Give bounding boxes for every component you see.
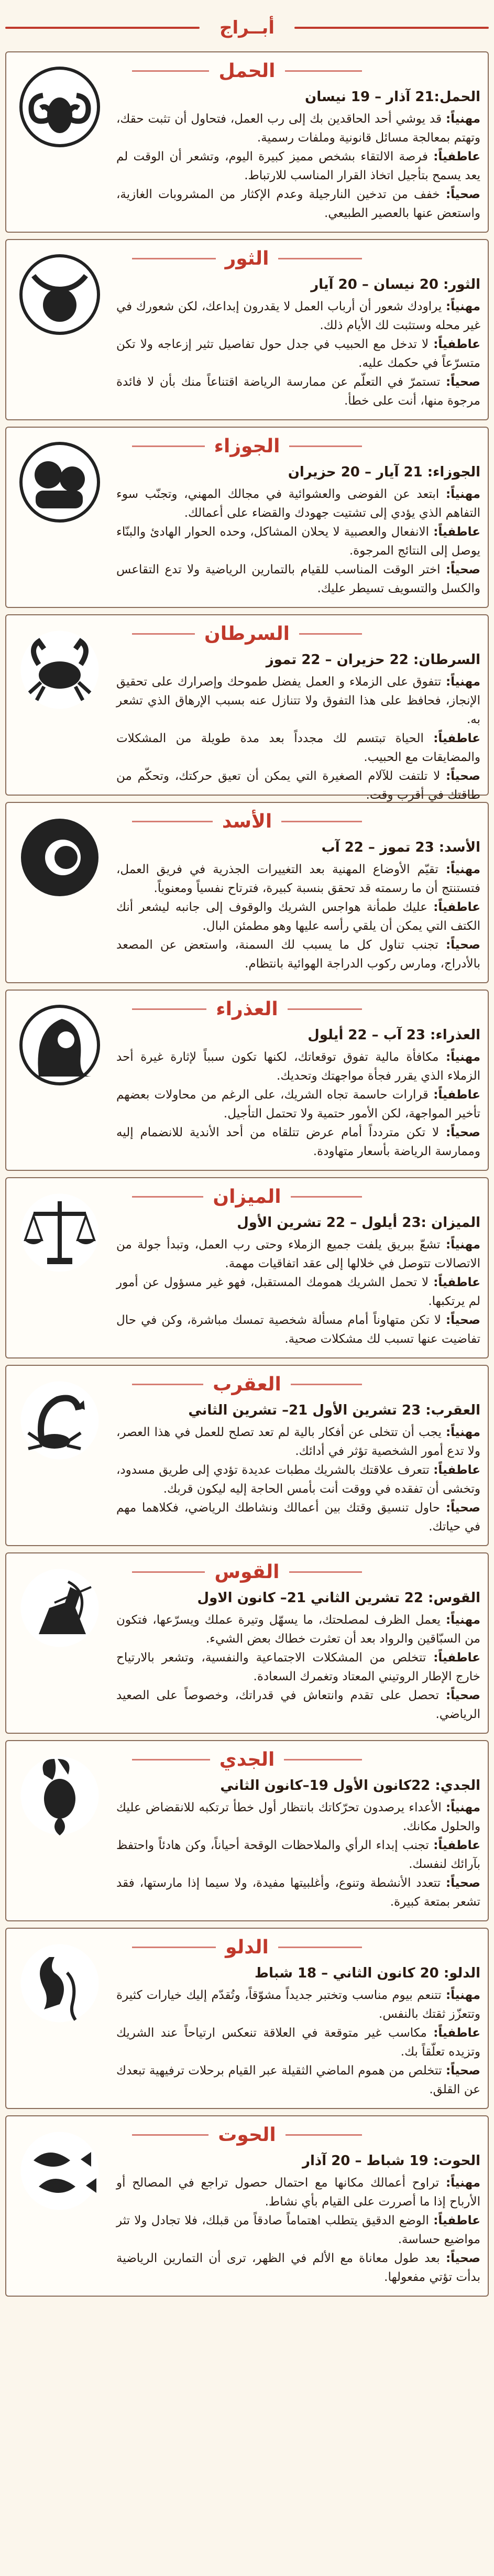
paragraph-label: عاطفياً: bbox=[433, 900, 480, 915]
sign-text bbox=[116, 297, 480, 410]
paragraph-label: عاطفياً: bbox=[433, 150, 480, 164]
paragraph-text: الأعداء يرصدون تحرّكاتك بانتظار أول خطأ ترتكبه للانقضاض عليك والحلول مكانك. bbox=[116, 1801, 480, 1834]
sign-card bbox=[5, 51, 489, 233]
sign-body bbox=[116, 89, 480, 225]
title-line bbox=[132, 1571, 205, 1573]
sign-paragraph bbox=[116, 860, 480, 898]
sign-dates: الجوزاء: 21 آيار – 20 حزيران bbox=[288, 464, 480, 480]
sign-name: الجدي bbox=[219, 1748, 275, 1770]
paragraph-label: مهنياً: bbox=[445, 112, 480, 126]
sign-paragraph bbox=[116, 147, 480, 185]
paragraph-text: تتنعم بيوم مناسب وتختبر جديداً مشوّقاً، وتُقدّم إليك خيارات كثيرة وتتعزّز ثقتك بالنفس. bbox=[116, 1988, 480, 2021]
paragraph-text: تتخلص من هموم الماضي الثقيلة عبر القيام برحلات ترفيهية تبعدك عن القلق. bbox=[116, 2064, 480, 2097]
sign-dates: الميزان :23 أيلول – 22 تشرين الأول bbox=[237, 1215, 480, 1231]
paragraph-text: لا تكن متهاوناً أمام مسألة شخصية تمسك مباشرة، وكن في حال تفاضيت عنها تسبب لك مشكلات صحية. bbox=[116, 1313, 480, 1346]
title-line bbox=[132, 2134, 208, 2136]
fish-icon bbox=[15, 2126, 105, 2216]
sign-paragraph bbox=[116, 560, 480, 598]
sign-body bbox=[116, 464, 480, 601]
paragraph-label: مهنياً: bbox=[445, 1613, 480, 1627]
sign-dates: الحوت: 19 شباط – 20 آذار bbox=[302, 2153, 480, 2169]
paragraph-text: لا تكن متردداً أمام عرض تتلقاه من أحد الأندية للانضمام إليه وممارسة الرياضة بأسعار متهاودة. bbox=[116, 1126, 480, 1159]
sign-dates: القوس: 22 تشرين الثاني 21– كانون الاول bbox=[197, 1590, 480, 1606]
sign-card bbox=[5, 1928, 489, 2109]
sign-paragraph bbox=[116, 898, 480, 936]
paragraph-label: صحياً: bbox=[445, 2252, 480, 2266]
title-line bbox=[132, 1196, 203, 1198]
crab-icon bbox=[15, 625, 105, 715]
paragraph-label: عاطفياً: bbox=[433, 1651, 480, 1665]
paragraph-label: عاطفياً: bbox=[433, 1276, 480, 1290]
paragraph-text: بعد طول معاناة مع الألم في الظهر، ترى أن التمارين الرياضية بدأت تؤتي مفعولها. bbox=[116, 2252, 480, 2285]
sign-name: الجوزاء bbox=[214, 435, 280, 457]
paragraph-label: مهنياً: bbox=[445, 300, 480, 314]
sign-dates: العقرب: 23 تشرين الأول 21– تشرين الثاني bbox=[188, 1403, 480, 1418]
sign-paragraph bbox=[116, 373, 480, 410]
sign-name: العذراء bbox=[216, 998, 278, 1020]
sign-paragraph bbox=[116, 1498, 480, 1536]
goat-icon bbox=[18, 1754, 102, 1838]
paragraph-text: تراوح أعمالك مكانها مع احتمال حصول تراجع في المصالح أو الأرباح إذا ما أصررت على القيام بأي نشاط. bbox=[116, 2176, 480, 2209]
paragraph-text: ابتعد عن الفوضى والعشوائية في مجالك المهني، وتجنّب سوء التفاهم الذي يؤدي إلى تشتيت جهودك والقضاء على أعمالك. bbox=[116, 487, 480, 520]
maiden-icon bbox=[15, 1000, 105, 1090]
title-line bbox=[289, 1571, 363, 1573]
title-line bbox=[286, 2134, 362, 2136]
paragraph-text: الوضع الدقيق يتطلب اهتماماً صادقاً من قبلك، فلا تجادل ولا تثر مواضيع حساسة. bbox=[116, 2214, 480, 2247]
paragraph-label: عاطفياً: bbox=[433, 1088, 480, 1102]
paragraph-text: فرصة الالتقاء بشخص مميز كبيرة اليوم، وتشعر أن الوقت لم يعد يسمح بتأجيل اتخاذ القرار المناسب للارتباط. bbox=[116, 150, 480, 183]
lion-icon bbox=[18, 816, 102, 899]
scorpion-icon bbox=[18, 1378, 102, 1462]
paragraph-label: مهنياً: bbox=[445, 2176, 480, 2190]
sign-dates: العذراء: 23 آب – 22 أيلول bbox=[308, 1027, 480, 1043]
sign-card bbox=[5, 239, 489, 420]
ram-icon bbox=[18, 65, 102, 149]
paragraph-text: يجب أن تتخلى عن أفكار بالية لم تعد تصلح للعمل في هذا العصر، ولا تدع أمور الشخصية تؤثر في أدائك. bbox=[116, 1426, 480, 1459]
paragraph-label: صحياً: bbox=[445, 563, 480, 577]
sign-card bbox=[5, 427, 489, 608]
paragraph-label: مهنياً: bbox=[445, 1050, 480, 1064]
sign-paragraph bbox=[116, 729, 480, 767]
paragraph-label: صحياً: bbox=[445, 1501, 480, 1515]
header-bar-right bbox=[294, 27, 489, 29]
sign-paragraph bbox=[116, 1423, 480, 1461]
sign-paragraph bbox=[116, 523, 480, 560]
title-line bbox=[132, 1384, 203, 1385]
sign-body bbox=[116, 1403, 480, 1539]
sign-paragraph bbox=[116, 1874, 480, 1911]
sign-paragraph bbox=[116, 2173, 480, 2211]
paragraph-label: عاطفياً: bbox=[433, 1839, 480, 1853]
title-line bbox=[288, 1008, 362, 1010]
sign-dates: الأسد: 23 تموز – 22 آب bbox=[321, 840, 480, 855]
sign-body bbox=[116, 1965, 480, 2102]
sign-paragraph bbox=[116, 1311, 480, 1349]
paragraph-label: مهنياً: bbox=[445, 863, 480, 877]
title-line bbox=[132, 445, 205, 447]
paragraph-label: صحياً: bbox=[445, 938, 480, 952]
paragraph-text: لا تدخل مع الحبيب في جدل حول تفاصيل تثير إزعاجه ولا تكن متسرّعاً في حكمك عليه. bbox=[116, 338, 480, 371]
sign-paragraph bbox=[116, 936, 480, 973]
sign-name: العقرب bbox=[213, 1373, 281, 1395]
sign-paragraph bbox=[116, 1686, 480, 1724]
paragraph-text: تجنب تناول كل ما يسبب لك السمنة، واستعض عن المصعد بالأدراج، ومارس ركوب الدراجة الهوائية بانتظام. bbox=[116, 938, 480, 971]
title-line bbox=[132, 821, 213, 822]
sign-paragraph bbox=[116, 1461, 480, 1498]
sign-body bbox=[116, 2153, 480, 2289]
sign-name: القوس bbox=[214, 1561, 280, 1583]
paragraph-text: مكافأة مالية تفوق توقعاتك، لكنها تكون سبباً لإثارة غيرة أحد الزملاء الذي يقرر فجأة مواجهتك وتحديك. bbox=[116, 1050, 480, 1083]
sign-dates: الحمل:21 آذار – 19 نيسان bbox=[305, 89, 480, 105]
sign-paragraph bbox=[116, 297, 480, 335]
sign-body bbox=[116, 1778, 480, 1914]
sign-paragraph bbox=[116, 1648, 480, 1686]
sign-paragraph bbox=[116, 335, 480, 373]
sign-card bbox=[5, 1177, 489, 1358]
title-line bbox=[291, 1384, 362, 1385]
paragraph-label: صحياً: bbox=[445, 1876, 480, 1890]
paragraph-text: خفف من تدخين النارجيلة وعدم الإكثار من المشروبات الغازية، واستعض عنها بالعصير الطبيعي. bbox=[116, 188, 480, 221]
bull-icon bbox=[15, 249, 105, 340]
sign-card bbox=[5, 614, 489, 802]
scorpion-icon bbox=[15, 1375, 105, 1465]
title-line bbox=[132, 1759, 210, 1760]
sign-text bbox=[116, 1986, 480, 2099]
paragraph-text: تجنب إبداء الرأي والملاحظات الوقحة أحياناً، وكن هادئاً واحتفظ بآرائك لنفسك. bbox=[116, 1839, 480, 1872]
sign-dates: الدلو: 20 كانون الثاني – 18 شباط bbox=[254, 1965, 480, 1981]
paragraph-label: عاطفياً: bbox=[433, 1463, 480, 1477]
page-header bbox=[5, 4, 489, 51]
title-line bbox=[132, 70, 209, 72]
sign-dates: الثور: 20 نيسان – 20 آيار bbox=[311, 277, 480, 292]
water-bearer-icon bbox=[18, 1941, 102, 2025]
sign-card bbox=[5, 1365, 489, 1546]
sign-paragraph bbox=[116, 1123, 480, 1161]
sign-body bbox=[116, 652, 480, 802]
sign-text bbox=[116, 672, 480, 805]
sign-card bbox=[5, 2115, 489, 2297]
paragraph-text: عليك طمأنة هواجس الشريك والوقوف إلى جانبه ليشعر أنك الكتف التي يمكن أن يلقي رأسه عليها وهو مطمئن البال. bbox=[116, 900, 480, 933]
sign-text bbox=[116, 1611, 480, 1724]
sign-paragraph bbox=[116, 110, 480, 147]
sign-text bbox=[116, 1798, 480, 1911]
crab-icon bbox=[18, 628, 102, 712]
maiden-icon bbox=[18, 1003, 102, 1087]
sign-name: الأسد bbox=[222, 810, 272, 832]
title-line bbox=[278, 1947, 362, 1948]
title-line bbox=[299, 633, 362, 635]
paragraph-label: صحياً: bbox=[445, 375, 480, 389]
sign-paragraph bbox=[116, 1986, 480, 2024]
paragraph-text: اختر الوقت المناسب للقيام بالتمارين الرياضية ولا تدع التقاعس والكسل والتسويف تسيطر عليك. bbox=[116, 563, 480, 596]
paragraph-text: يراودك شعور أن أرباب العمل لا يقدرون إبداعك، لكن شعورك في غير محله وستثبت لك الأيام ذلك. bbox=[116, 300, 480, 333]
paragraph-label: مهنياً: bbox=[445, 1801, 480, 1815]
scales-icon bbox=[18, 1191, 102, 1275]
sign-paragraph bbox=[116, 1273, 480, 1311]
sign-card bbox=[5, 1740, 489, 1921]
paragraph-text: قد يوشي أحد الحاقدين بك إلى رب العمل، فتحاول أن تثبت حقك، وتهتم بمعالجة مسائل قانونية وملفات رسمية. bbox=[116, 112, 480, 145]
sign-paragraph bbox=[116, 2061, 480, 2099]
paragraph-label: مهنياً: bbox=[445, 1426, 480, 1440]
goat-icon bbox=[15, 1751, 105, 1841]
sign-dates: الجدي: 22كانون الأول 19–كانون الثاني bbox=[220, 1778, 480, 1794]
title-line bbox=[281, 821, 362, 822]
water-bearer-icon bbox=[15, 1938, 105, 2028]
sign-paragraph bbox=[116, 2024, 480, 2061]
paragraph-label: مهنياً: bbox=[445, 1988, 480, 2003]
paragraph-text: تتفوق على الزملاء و العمل يفضل طموحك وإصرارك على تحقيق الإنجاز، فحافظ على هذا التفوق ولا تتنازل عنه بسبب الإرهاق الذي تشعر به. bbox=[116, 675, 480, 727]
bull-icon bbox=[18, 253, 102, 336]
title-line bbox=[284, 1759, 362, 1760]
sign-body bbox=[116, 840, 480, 976]
sign-text bbox=[116, 860, 480, 973]
sign-name: السرطان bbox=[204, 623, 290, 645]
twins-icon bbox=[15, 437, 105, 527]
title-line bbox=[278, 258, 362, 259]
paragraph-text: حاول تنسيق وقتك بين أعمالك ونشاطك الرياضي، فكلاهما مهم في حياتك. bbox=[116, 1501, 480, 1534]
sign-text bbox=[116, 1048, 480, 1161]
sign-name: الثور bbox=[225, 247, 269, 269]
title-line bbox=[289, 445, 362, 447]
sign-paragraph bbox=[116, 1611, 480, 1648]
sign-paragraph bbox=[116, 1836, 480, 1874]
sign-paragraph bbox=[116, 672, 480, 729]
sign-name: الميزان bbox=[213, 1186, 281, 1208]
sign-body bbox=[116, 1590, 480, 1726]
header-bar-left bbox=[5, 27, 200, 29]
paragraph-label: مهنياً: bbox=[445, 675, 480, 689]
paragraph-label: عاطفياً: bbox=[433, 338, 480, 352]
title-line bbox=[291, 1196, 362, 1198]
paragraph-label: مهنياً: bbox=[445, 487, 480, 502]
sign-card bbox=[5, 802, 489, 983]
sign-name: الدلو bbox=[225, 1936, 269, 1958]
sign-card bbox=[5, 1552, 489, 1734]
paragraph-text: الانفعال والعصبية لا يحلان المشاكل، وحده الحوار الهادئ والبنّاء يوصل إلى النتائج المرجوة. bbox=[116, 525, 480, 558]
sign-dates: السرطان: 22 حزيران – 22 تموز bbox=[266, 652, 480, 668]
sign-body bbox=[116, 1027, 480, 1164]
paragraph-text: لا تلتفت للآلام الصغيرة التي يمكن أن تعيق حركتك، وتحكّم من طاقتك في أقرب وقت. bbox=[116, 769, 480, 802]
paragraph-label: صحياً: bbox=[445, 1126, 480, 1140]
paragraph-text: تستمرّ في التعلّم عن ممارسة الرياضة اقتناعاً منك بأن لا فائدة مرجوة منها، أنت على خطأ. bbox=[116, 375, 480, 408]
paragraph-label: صحياً: bbox=[445, 1313, 480, 1328]
paragraph-text: الحياة تبتسم لك مجدداً بعد مدة طويلة من المشكلات والمضايقات مع الحبيب. bbox=[116, 732, 480, 765]
paragraph-label: عاطفياً: bbox=[433, 2214, 480, 2228]
title-line bbox=[285, 70, 362, 72]
sign-paragraph bbox=[116, 1235, 480, 1273]
paragraph-text: تشعّ ببريق يلفت جميع الزملاء وحتى رب العمل، وتبدأ جولة من الاتصالات تتوصل في خلالها إلى عقد اتفاقيات مهمة. bbox=[116, 1238, 480, 1271]
ram-icon bbox=[15, 62, 105, 152]
paragraph-text: يعمل الظرف لمصلحتك، ما يسهّل وتيرة عملك ويسرّعها، فتكون من السبّاقين والرواد بعد أن تعثرت خطاك بعض الشيء. bbox=[116, 1613, 480, 1646]
page-title: أبــراج bbox=[219, 17, 275, 38]
lion-icon bbox=[15, 812, 105, 903]
signs-list bbox=[5, 51, 489, 2297]
sign-paragraph bbox=[116, 767, 480, 805]
paragraph-text: قرارات حاسمة تجاه الشريك، على الرغم من محاولات بعضهم تأخير المواجهة، لكن الأمور حتمية ولا تحتمل التأجيل. bbox=[116, 1088, 480, 1121]
sign-name: الحوت bbox=[218, 2124, 276, 2146]
fish-icon bbox=[18, 2129, 102, 2213]
sign-paragraph bbox=[116, 485, 480, 523]
sign-name: الحمل bbox=[218, 60, 276, 82]
sign-text bbox=[116, 1235, 480, 1349]
paragraph-label: صحياً: bbox=[445, 769, 480, 784]
twins-icon bbox=[18, 440, 102, 524]
paragraph-text: تقيّم الأوضاع المهنية بعد التغييرات الجذرية في فريق العمل، فتستنتج أن ما رسمته قد تحقق بنسبة كبيرة، فترتاح نفسياً ومعنوياً. bbox=[116, 863, 480, 896]
paragraph-text: لا تحمل الشريك همومك المستقبل، فهو غير مسؤول عن أمور لم يرتكبها. bbox=[116, 1276, 480, 1309]
title-line bbox=[132, 633, 195, 635]
sign-paragraph bbox=[116, 2211, 480, 2249]
sign-body bbox=[116, 277, 480, 413]
sign-paragraph bbox=[116, 185, 480, 223]
paragraph-label: عاطفياً: bbox=[433, 525, 480, 539]
title-line bbox=[132, 1008, 206, 1010]
paragraph-text: مكاسب غير متوقعة في العلاقة تنعكس ارتياحاً عند الشريك وتزيده تعلّقاً بك. bbox=[116, 2026, 480, 2059]
sign-text bbox=[116, 2173, 480, 2287]
sign-paragraph bbox=[116, 2249, 480, 2287]
sign-paragraph bbox=[116, 1048, 480, 1085]
sign-text bbox=[116, 110, 480, 223]
paragraph-label: عاطفياً: bbox=[433, 2026, 480, 2040]
paragraph-label: مهنياً: bbox=[445, 1238, 480, 1252]
title-line bbox=[132, 258, 216, 259]
archer-icon bbox=[15, 1563, 105, 1653]
paragraph-label: صحياً: bbox=[445, 188, 480, 202]
scales-icon bbox=[15, 1188, 105, 1278]
sign-paragraph bbox=[116, 1085, 480, 1123]
paragraph-label: عاطفياً: bbox=[433, 732, 480, 746]
paragraph-text: تحصل على تقدم وانتعاش في قدراتك، وخصوصاً على الصعيد الرياضي. bbox=[116, 1689, 480, 1722]
paragraph-label: صحياً: bbox=[445, 1689, 480, 1703]
sign-text bbox=[116, 1423, 480, 1536]
sign-body bbox=[116, 1215, 480, 1351]
paragraph-text: تتعرف علاقتك بالشريك مطبات عديدة تؤدي إلى طريق مسدود، وتخشى أن تفقده في ووقت أنت بأمس الحاجة إليه ليكون قربك. bbox=[116, 1463, 480, 1496]
paragraph-text: تتعدد الأنشطة وتنوع، وأغلبيتها مفيدة، ولا سيما إذا مارستها، فقد تشعر بمتعة كبيرة. bbox=[116, 1876, 480, 1909]
sign-text bbox=[116, 485, 480, 598]
sign-card bbox=[5, 990, 489, 1171]
title-line bbox=[132, 1947, 216, 1948]
archer-icon bbox=[18, 1566, 102, 1650]
sign-paragraph bbox=[116, 1798, 480, 1836]
paragraph-label: صحياً: bbox=[445, 2064, 480, 2078]
paragraph-text: تتخلص من المشكلات الاجتماعية والنفسية، وتشعر بالارتياح خارج الإطار الروتيني المعتاد وتغمرك السعادة. bbox=[116, 1651, 480, 1684]
